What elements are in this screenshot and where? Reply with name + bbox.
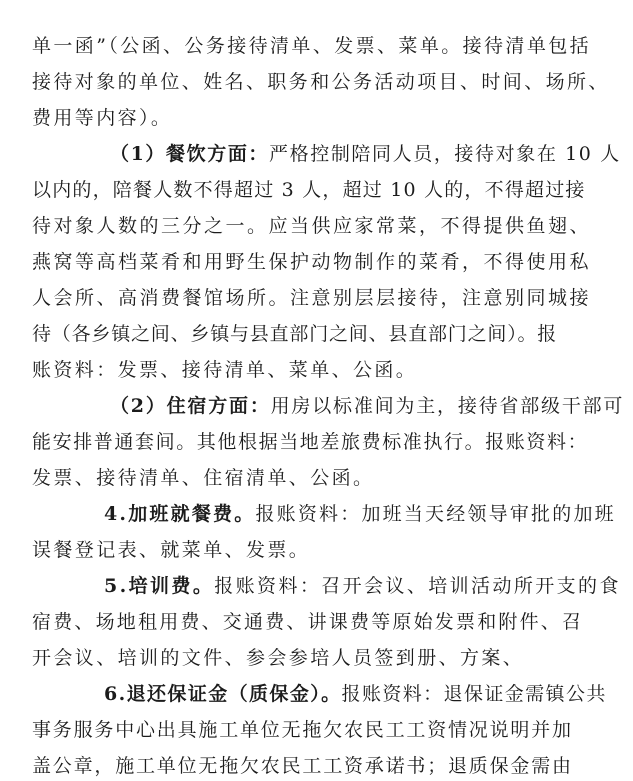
text-line <box>0 100 633 136</box>
text-line <box>0 532 633 568</box>
section-heading: （1）餐饮方面： <box>110 143 270 165</box>
text-span: 发票、接待清单、住宿清单、公函。 <box>32 467 375 489</box>
text-line <box>0 424 633 460</box>
text-span: 开会议、培训的文件、参会参培人员签到册、方案、 <box>32 647 525 669</box>
text-line <box>0 136 633 172</box>
text-line <box>0 748 633 781</box>
text-line <box>0 676 633 712</box>
text-line <box>0 604 633 640</box>
text-line <box>0 28 633 64</box>
text-span: 报账资料：召开会议、培训活动所开支的食 <box>214 575 621 597</box>
text-line <box>0 172 633 208</box>
text-line <box>0 280 633 316</box>
text-span: 账资料：发票、接待清单、菜单、公函。 <box>32 359 418 381</box>
text-span: 用房以标准间为主，接待省部级干部可 <box>270 395 625 417</box>
text-line <box>0 568 633 604</box>
text-span: 单一函”（公函、公务接待清单、发票、菜单。接待清单包括 <box>32 35 592 57</box>
text-span: 接待对象的单位、姓名、职务和公务活动项目、时间、场所、 <box>32 71 610 93</box>
text-span: 事务服务中心出具施工单位无拖欠农民工工资情况说明并加 <box>32 719 573 741</box>
text-span: 人会所、高消费餐馆场所。注意别层层接待，注意别同城接 <box>32 287 592 309</box>
text-line <box>0 352 633 388</box>
text-span: 盖公章，施工单位无拖欠农民工工资承诺书；退质保金需由 <box>32 755 573 777</box>
section-heading: 6.退还保证金（质保金）。 <box>104 683 342 705</box>
text-line <box>0 712 633 748</box>
section-heading: （2）住宿方面： <box>110 395 271 417</box>
text-span: 燕窝等高档菜肴和用野生保护动物制作的菜肴，不得使用私 <box>32 251 592 273</box>
text-span: 待对象人数的三分之一。应当供应家常菜，不得提供鱼翅、 <box>32 215 592 237</box>
text-span: 严格控制陪同人员，接待对象在 10 人 <box>269 143 621 165</box>
text-line <box>0 388 633 424</box>
text-line <box>0 244 633 280</box>
text-span: 待（各乡镇之间、乡镇与县直部门之间、县直部门之间）。报 <box>32 323 558 345</box>
text-line <box>0 640 633 676</box>
text-span: 报账资料：退保证金需镇公共 <box>341 683 607 705</box>
text-line <box>0 64 633 100</box>
text-line <box>0 316 633 352</box>
text-span: 报账资料：加班当天经领导审批的加班 <box>255 503 616 525</box>
text-span: 费用等内容）。 <box>32 107 173 129</box>
text-span: 误餐登记表、就菜单、发票。 <box>32 539 311 561</box>
text-span: 能安排普通套间。其他根据当地差旅费标准执行。报账资料： <box>32 431 589 453</box>
text-line <box>0 208 633 244</box>
text-span: 以内的，陪餐人数不得超过 3 人，超过 10 人的，不得超过接 <box>32 179 586 201</box>
text-line <box>0 496 633 532</box>
section-heading: 5.培训费。 <box>104 575 215 597</box>
section-heading: 4.加班就餐费。 <box>104 503 256 525</box>
text-span: 宿费、场地租用费、交通费、讲课费等原始发票和附件、召 <box>32 611 584 633</box>
text-line <box>0 460 633 496</box>
